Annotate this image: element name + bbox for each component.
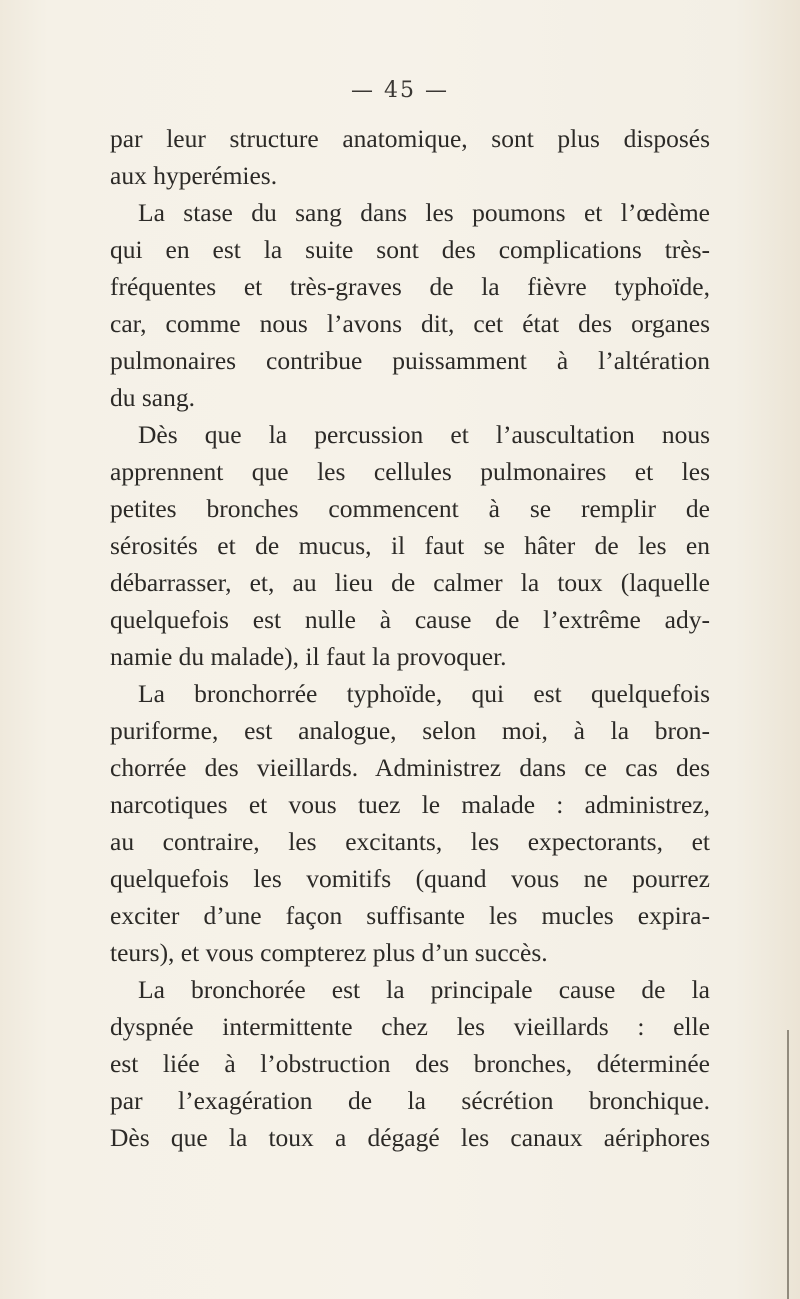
text-line: quelquefois les vomitifs (quand vous ne pourrez [110, 864, 710, 893]
text-line: narcotiques et vous tuez le malade : administrez, [110, 790, 710, 819]
text-line: du sang. [110, 383, 195, 412]
text-line: au contraire, les excitants, les expectorants, et [110, 827, 710, 856]
text-line: apprennent que les cellules pulmonaires et les [110, 457, 710, 486]
text-line: par l’exagération de la sécrétion bronchique. [110, 1086, 710, 1115]
text-line: dyspnée intermittente chez les vieillards : elle [110, 1012, 710, 1041]
body-text [110, 120, 710, 1156]
text-line: chorrée des vieillards. Administrez dans ce cas des [110, 753, 710, 782]
text-line: exciter d’une façon suffisante les mucles expira- [110, 901, 710, 930]
text-line: Dès que la percussion et l’auscultation nous [138, 420, 710, 449]
text-line: car, comme nous l’avons dit, cet état des organes [110, 309, 710, 338]
text-line: quelquefois est nulle à cause de l’extrême ady- [110, 605, 710, 634]
text-line: débarrasser, et, au lieu de calmer la toux (laquelle [110, 568, 710, 597]
page-edge-shadow [787, 1030, 789, 1299]
text-line: teurs), et vous compterez plus d’un succès. [110, 938, 548, 967]
text-line: petites bronches commencent à se remplir de [110, 494, 710, 523]
text-line: qui en est la suite sont des complications très- [110, 235, 710, 264]
text-line: puriforme, est analogue, selon moi, à la bron- [110, 716, 710, 745]
text-line: pulmonaires contribue puissamment à l’altération [110, 346, 710, 375]
text-line: Dès que la toux a dégagé les canaux aériphores [110, 1123, 710, 1152]
text-line: est liée à l’obstruction des bronches, déterminée [110, 1049, 710, 1078]
text-line: La bronchorée est la principale cause de la [138, 975, 710, 1004]
text-line: La stase du sang dans les poumons et l’œdème [138, 198, 710, 227]
text-line: La bronchorrée typhoïde, qui est quelquefois [138, 679, 710, 708]
text-line: fréquentes et très-graves de la fièvre typhoïde, [110, 272, 710, 301]
page-number: — 45 — [351, 78, 449, 103]
text-line: namie du malade), il faut la provoquer. [110, 642, 507, 671]
text-line: aux hyperémies. [110, 161, 278, 190]
text-line: sérosités et de mucus, il faut se hâter de les en [110, 531, 710, 560]
text-line: par leur structure anatomique, sont plus disposés [110, 124, 710, 153]
